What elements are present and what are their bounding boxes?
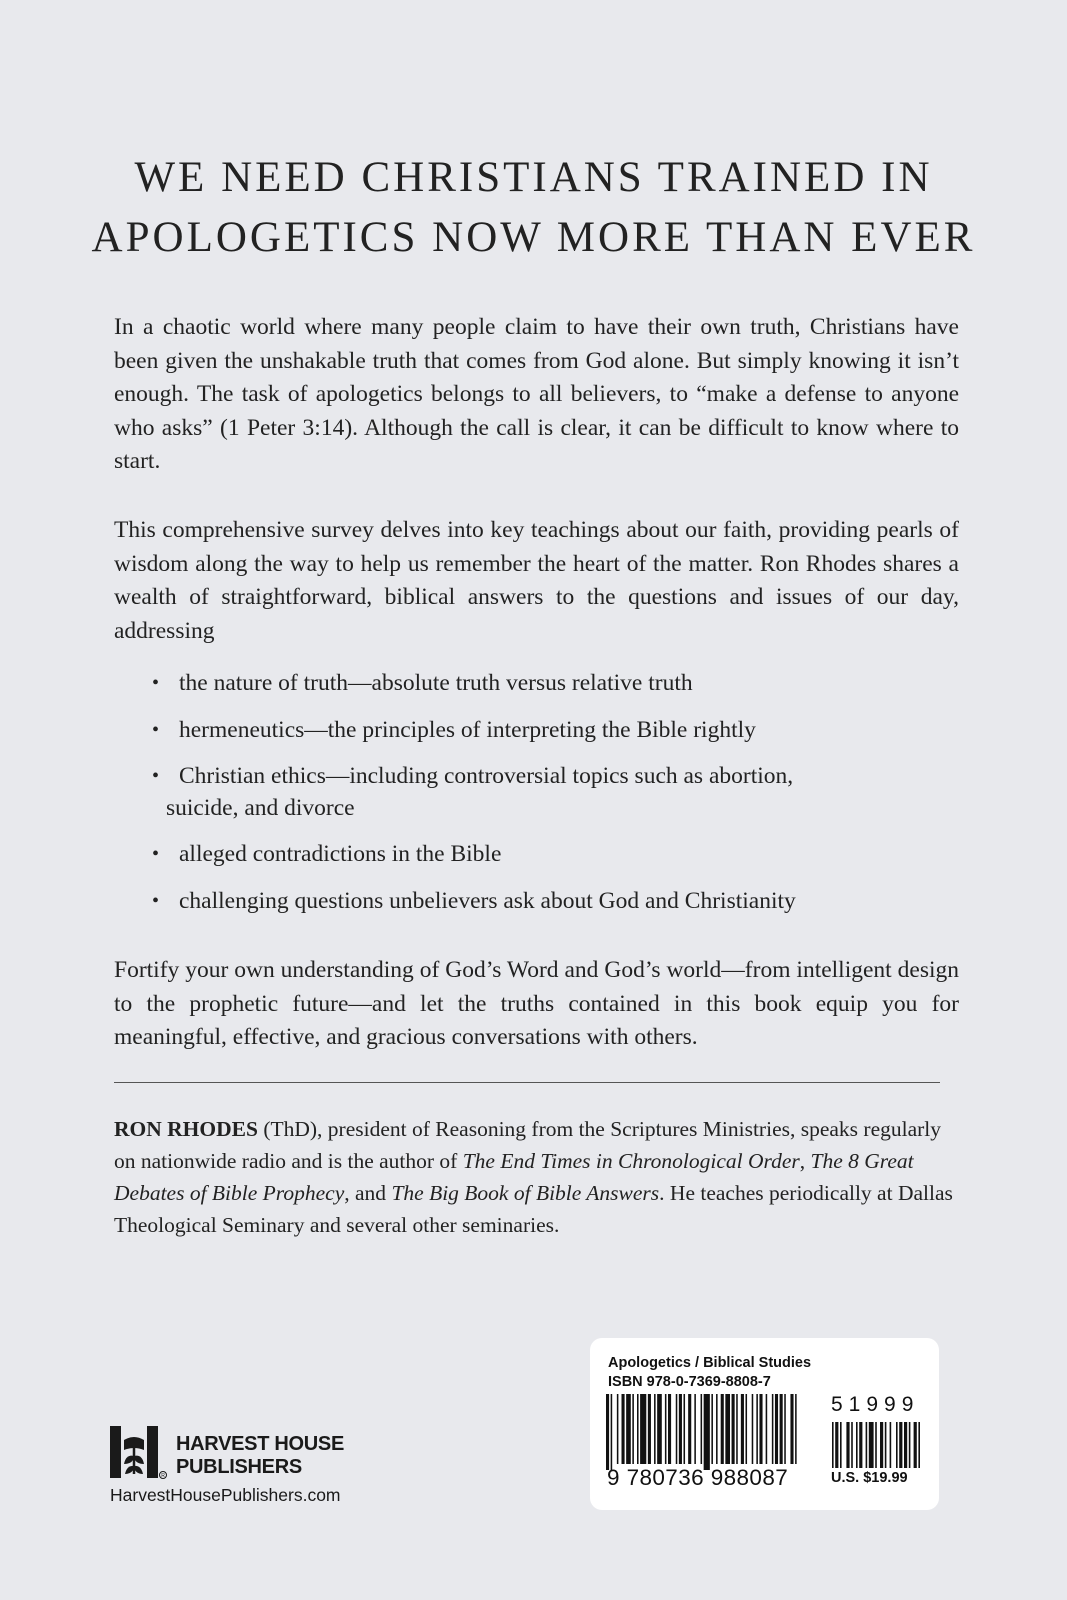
bio-text: , and: [344, 1181, 392, 1205]
book-title: The 8 Great Debates of Bible Prophecy: [114, 1149, 914, 1205]
barcode-label: [590, 1338, 939, 1510]
svg-text:R: R: [161, 1473, 165, 1479]
bullet-icon: •: [152, 718, 160, 741]
book-title: The End Times in Chronological Order: [462, 1149, 800, 1173]
survey-paragraph: This comprehensive survey delves into key teachings about our faith, providing pearls of wisdom along the way to help us remember the heart of the matter. Ron Rhodes shares a wealth of straightforward, biblical answers to the questions and issues of our day, addressing: [114, 517, 959, 644]
publisher-name: [176, 1433, 344, 1479]
list-item-text: the nature of truth—absolute truth versus relative truth: [179, 670, 693, 696]
intro-paragraph: In a chaotic world where many people claim to have their own truth, Christians have been given the unshakable truth that comes from God alone. But simply knowing it isn’t enough. The task of apologetics belongs to all believers, to “make a defense to anyone who asks” (1 Peter 3:14). Although the call is clear, it can be difficult to know where to start.: [114, 314, 959, 474]
list-item: [152, 715, 952, 747]
publisher-name-line-2: PUBLISHERS: [176, 1456, 302, 1478]
bullet-icon: •: [152, 672, 160, 694]
list-item: [152, 761, 952, 824]
list-item-text: hermeneutics—the principles of interpreting the Bible rightly: [179, 716, 756, 743]
publisher-url: HarvestHousePublishers.com: [110, 1485, 341, 1505]
list-item: [152, 668, 952, 700]
list-item: [152, 839, 952, 871]
barcode-addon-digits: 51999: [831, 1393, 920, 1416]
list-item-text: challenging questions unbelievers ask about God and Christianity: [179, 887, 796, 914]
divider: [114, 1082, 940, 1083]
list-item: [152, 886, 952, 918]
book-title: The Big Book of Bible Answers: [391, 1181, 660, 1205]
publisher-name-line-1: HARVEST HOUSE: [176, 1433, 344, 1455]
publisher-logo: [110, 1424, 380, 1514]
isbn-label: ISBN 978-0-7369-8808-7: [608, 1374, 771, 1390]
back-cover-heading: [0, 148, 1067, 268]
category-label: Apologetics / Biblical Studies: [608, 1355, 812, 1371]
harvest-house-logo-icon: [110, 1424, 168, 1480]
bullet-icon: •: [152, 843, 160, 865]
author-bio: [114, 1113, 954, 1241]
list-item-text: alleged contradictions in the Bible: [179, 841, 502, 867]
bio-text: . He teaches periodically at Dallas Theological Seminary and several other seminaries.: [114, 1181, 953, 1237]
topics-list: [152, 668, 952, 932]
heading-line-2: APOLOGETICS NOW MORE THAN EVER: [91, 214, 976, 261]
bullet-icon: •: [152, 889, 160, 912]
price-label: U.S. $19.99: [831, 1470, 908, 1486]
heading-line-1: WE NEED CHRISTIANS TRAINED IN: [134, 154, 933, 201]
list-item-text: Christian ethics—including controversial topics such as abortion, suicide, and divorce: [166, 763, 794, 821]
author-name: RON RHODES: [114, 1117, 258, 1141]
bullet-icon: •: [152, 765, 160, 787]
bio-text: ,: [799, 1149, 811, 1173]
barcode-digits: 9 780736 988087: [607, 1465, 789, 1490]
bio-text: (ThD), president of Reasoning from the Scriptures Ministries, speaks regularly on nationwide radio and is the author of: [114, 1117, 942, 1173]
closing-paragraph: Fortify your own understanding of God’s Word and God’s world—from intelligent design to the prophetic future—and let the truths contained in this book equip you for meaningful, effective, and gracious conversations with others.: [114, 957, 959, 1050]
